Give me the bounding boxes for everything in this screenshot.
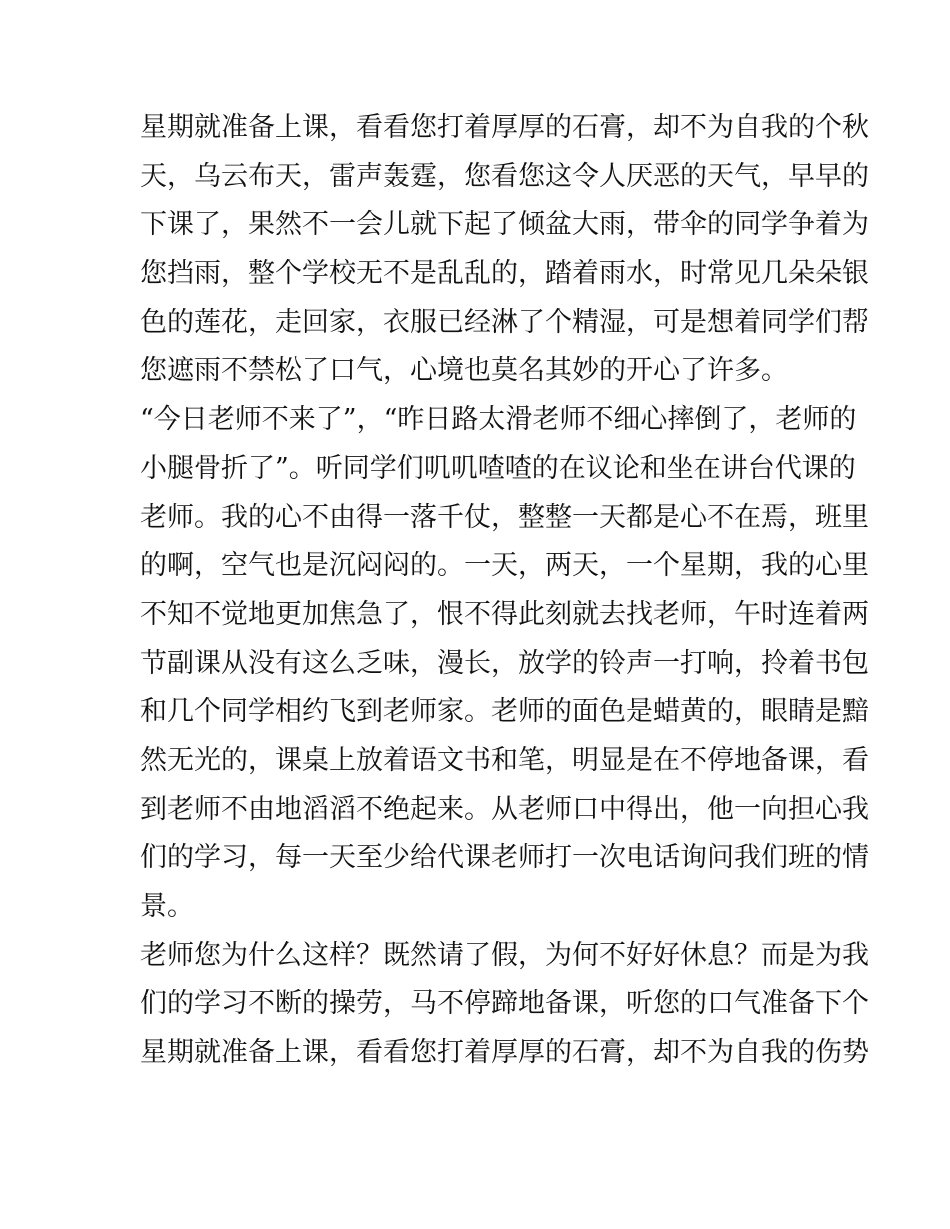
text-line: 您挡雨，整个学校无不是乱乱的，踏着雨水，时常见几朵朵银 (140, 258, 869, 290)
text-line: 然无光的，课桌上放着语文书和笔，明显是在不停地备课，看 (140, 744, 869, 776)
text-line: 星期就准备上课，看看您打着厚厚的石膏，却不为自我的伤势 (140, 1037, 869, 1069)
text-line: 的啊，空气也是沉闷闷的。一天，两天，一个星期，我的心里 (140, 550, 869, 582)
text-line: 节副课从没有这么乏味，漫长，放学的铃声一打响，拎着书包 (140, 647, 869, 679)
text-line: 小腿骨折了”。听同学们叽叽喳喳的在议论和坐在讲台代课的 (140, 452, 856, 484)
text-line: 老师。我的心不由得一落千仗，整整一天都是心不在焉，班里 (140, 501, 869, 533)
text-line: 不知不觉地更加焦急了，恨不得此刻就去找老师，午时连着两 (140, 598, 869, 630)
text-line: 星期就准备上课，看看您打着厚厚的石膏，却不为自我的个秋 (140, 112, 869, 143)
text-line: 您遮雨不禁松了口气，心境也莫名其妙的开心了许多。 (140, 355, 788, 387)
body-text (140, 104, 869, 1078)
text-line: 色的莲花，走回家，衣服已经淋了个精湿，可是想着同学们帮 (140, 306, 869, 338)
text-line: 和几个同学相约飞到老师家。老师的面色是蜡黄的，眼睛是黯 (140, 696, 869, 728)
text-line: 景。 (140, 891, 194, 922)
text-line: 下课了，果然不一会儿就下起了倾盆大雨，带伞的同学争着为 (140, 209, 869, 241)
text-line: 老师您为什么这样？既然请了假，为何不好好休息？而是为我 (140, 939, 869, 971)
text-line: 们的学习不断的操劳，马不停蹄地备课，听您的口气准备下个 (140, 988, 869, 1020)
text-line: 到老师不由地滔滔不绝起来。从老师口中得出，他一向担心我 (140, 793, 869, 825)
text-line: 们的学习，每一天至少给代课老师打一次电话询问我们班的情 (140, 842, 869, 874)
text-line: 天，乌云布天，雷声轰霆，您看您这令人厌恶的天气，早早的 (140, 160, 869, 192)
text-line: “今日老师不来了”，“昨日路太滑老师不细心摔倒了，老师的 (140, 404, 857, 436)
